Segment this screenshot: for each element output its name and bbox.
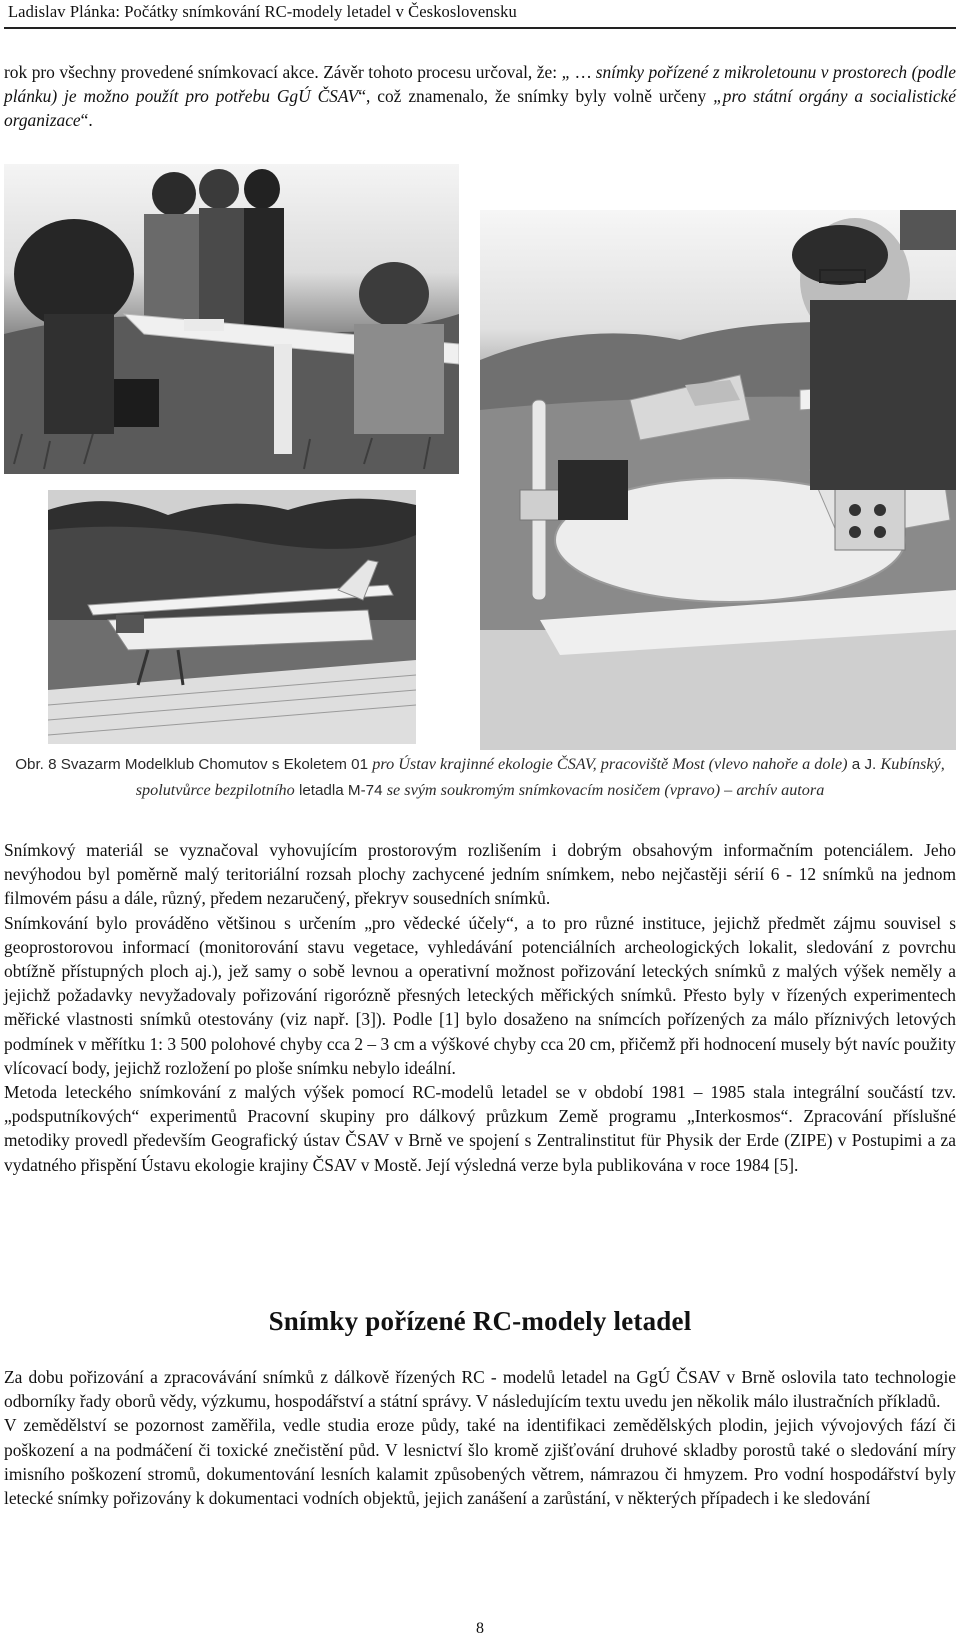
caption-prefix: Obr. xyxy=(15,756,44,773)
intro-text-2: “, což znamenalo, že snímky byly volně určeny xyxy=(358,86,714,107)
header-rule xyxy=(4,27,956,29)
paragraph: V zemědělství se pozornost zaměřila, vedle studia eroze půdy, také na identifikaci zemědělských plodin, jejich vývojových fází či poškození a na podmáčení či toxické znečistění půd. V lesnictví šlo kromě zjišťování druhové skladby porostů také o sledování míry imisního poškození stromů, dokumentování lesních kalamit způsobených větrem, námrazou či hmyzem. Pro vodní hospodářství byly letecké snímky pořizovány k dokumentaci vodních objektů, jejich zanášení a zarůstání, v některých případech i ke sledování xyxy=(4,1415,956,1509)
section-1-body xyxy=(4,838,956,1177)
photo-team-assembling xyxy=(4,164,459,474)
intro-quote-2: „pro státní orgány a socialistické organizace xyxy=(4,86,956,131)
paragraph: Metoda leteckého snímkování z malých výšek pomocí RC-modelů letadel se v období 1981 – 1985 stala integrální součástí tzv. „podsputníkových“ experimentů Pracovní skupiny pro dálkový průzkum Země programu „Interkosmos“. Zpracování příslušné metodiky provedl především Geografický ústav ČSAV v Brně ve spojení s Zentralinstitut für Physik der Erde (ZIPE) v Postupimi a za vydatného přispění Ústavu ekologie krajiny ČSAV v Mostě. Její výsledná verze byla publikována v roce 1984 [5]. xyxy=(4,1082,956,1175)
caption-italic-2: Kubínský, spolutvůrce bezpilotního xyxy=(135,755,945,799)
section-heading: Snímky pořízené RC-modely letadel xyxy=(268,1306,692,1336)
photo-aircraft-on-ground xyxy=(48,490,416,744)
intro-quote-1: „ … snímky pořízené z mikroletounu v prostorech (podle plánku) je možno použít pro potřebu GgÚ ČSAV xyxy=(4,62,956,107)
intro-paragraph xyxy=(4,60,956,133)
paragraph: Snímkování bylo prováděno většinou s určením „pro vědecké účely“, a to pro různé instituce, jejichž předmět zájmu souvisel s geoprostorovou informací (monitorování stavu vegetace, vyhledávání potenciálních archeologických lokalit, sledování z povrchu obtížně přístupných ploch aj.), jež samy o sobě levnou a operativní možnost pořizování leteckých snímků z malých výšek neměly a jejichž požadavky nevyžadovaly pořizování rigorózně přesných leteckých měřických snímků. Přesto byly v řízených experimentech měřické vlastnosti snímků otestovány (viz např. [3]). Podle [1] bylo dosaženo na snímcích pořízených za málo příznivých letových podmínek v měřítku 1: 3 500 polohové chyby cca 2 – 3 cm a výškové chyby cca 20 cm, přičemž při hodnocení musely být navíc použity vlícovací body, jejichž rozložení po ploše snímku nebylo ideální. xyxy=(4,912,956,1078)
photo-m74-aircraft xyxy=(480,210,956,750)
caption-mid-2: letadla M-74 xyxy=(294,781,387,799)
caption-italic-3: se svým soukromým snímkovacím nosičem (vpravo) – archív autora xyxy=(386,780,825,799)
running-header: Ladislav Plánka: Počátky snímkování RC-modely letadel v Československu xyxy=(8,2,517,21)
intro-text-3: “. xyxy=(80,110,93,131)
paragraph: Snímkový materiál se vyznačoval vyhovujícím prostorovým rozlišením i dobrým obsahovým informačním potenciálem. Jeho nevýhodou byl poměrně malý teritoriální rozsah plochy zachycené jedním snímkem, nebo nejčastěji sérií 6 - 12 snímků na jednom filmovém pásu a dále, různý, předem nezaručený, překryv sousedních snímků. xyxy=(4,840,956,909)
caption-mid-1: a J. xyxy=(847,756,881,773)
caption-label: 8 Svazarm Modelklub Chomutov s Ekoletem 01 xyxy=(43,756,373,773)
figure-caption xyxy=(4,752,956,803)
paragraph: Za dobu pořizování a zpracovávání snímků z dálkově řízených RC - modelů letadel na GgÚ ČSAV v Brně oslovila tato technologie odborníky řady oborů vědy, výzkumu, hospodářství a státní správy. V následujícím textu uvedu jen několik málo ilustračních příkladů. xyxy=(4,1367,956,1412)
section-2-body xyxy=(4,1365,956,1510)
intro-text-1: rok pro všechny provedené snímkovací akce. Závěr tohoto procesu určoval, že: xyxy=(4,62,562,82)
caption-italic-1: pro Ústav krajinné ekologie ČSAV, pracoviště Most (vlevo nahoře a dole) xyxy=(372,755,848,773)
page-number: 8 xyxy=(476,1620,484,1637)
